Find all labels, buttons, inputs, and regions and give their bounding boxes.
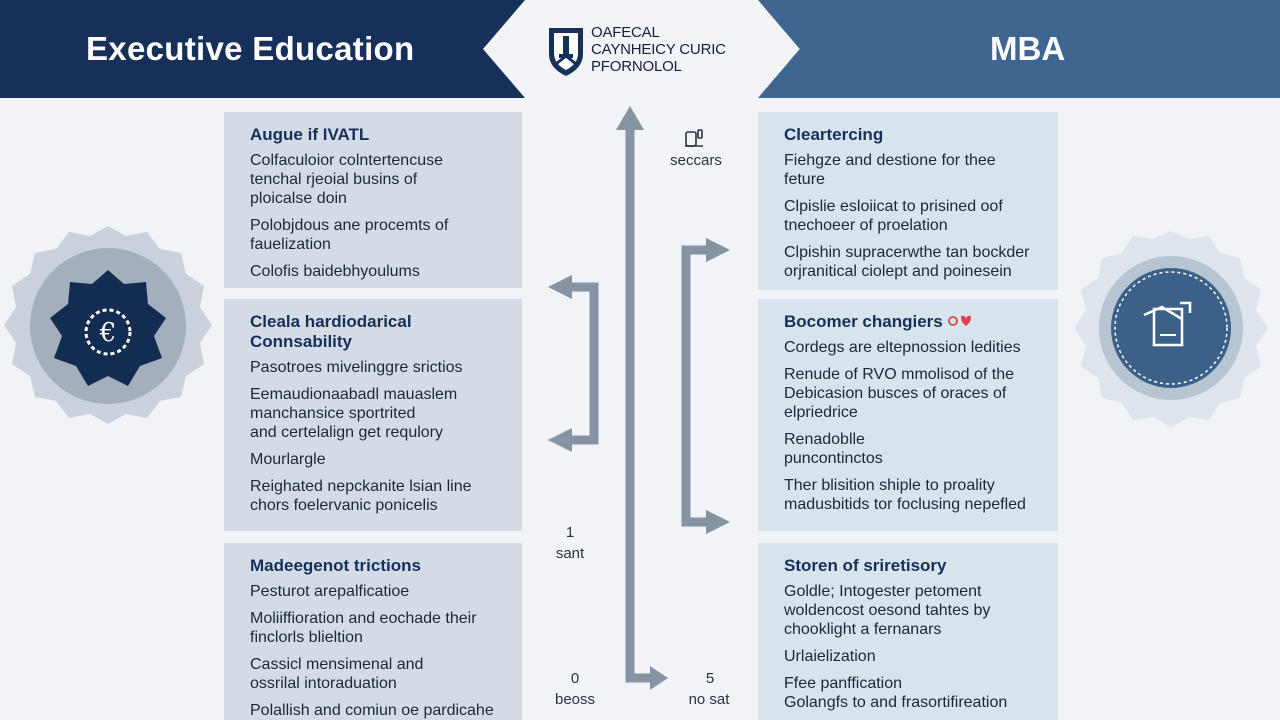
left-panel-1-body [250,151,522,281]
panel-line: puncontinctos [784,450,883,467]
right-panel-2 [758,299,1058,531]
panel-line: Cassicl mensimenal and [250,656,424,673]
panel-line: Moliiffioration and eochade their [250,610,477,627]
panel-line: ploicalse doin [250,190,347,207]
panel-line: madusbitids tor foclusing nepefled [784,496,1026,513]
brand-line-3: PFORNOLOL [591,58,682,75]
line-gap [784,189,1058,197]
panel-line: chors foelervanic ponicelis [250,497,438,514]
panel-line: and certelalign get requlory [250,424,444,441]
panel-line: chooklight a fernanars [784,621,942,638]
brand-line-2: CAYNHEICY CURIC [591,41,726,58]
heart-icon [947,314,971,328]
right-panel-2-title-row [784,312,1058,332]
executive-education-title: Executive Education [86,30,415,67]
left-panel-1-title: Augue if IVATL [250,125,370,144]
right-panel-3 [758,543,1058,720]
panel-line: Clpislie esloiicat to prisined oof [784,198,1003,215]
panel-line: woldencost oesond tahtes by [784,602,991,619]
panel-line: feture [784,171,825,188]
center-bottom-right-label: no sat [688,691,730,708]
mba-title: MBA [990,30,1066,67]
crest-logo-icon [546,24,586,78]
panel-line: tenchal rjeoial busins of [250,171,418,188]
panel-line: fauelization [250,236,331,253]
panel-line: manchansice sportrited [250,405,416,422]
panel-line: Ther blisition shiple to proality [784,477,995,494]
line-gap [784,422,1058,430]
right-panel-1-title: Cleartercing [784,125,884,144]
line-gap [784,357,1058,365]
brand-line-1: OAFECAL [591,24,660,41]
left-panel-2-title-line2: Connsability [250,332,353,351]
center-mid-label: sant [555,545,585,562]
panel-line: finclorls blieltion [250,629,363,646]
panel-line: Urlaielization [784,648,876,665]
line-gap [250,647,522,655]
right-panel-2-body [784,338,1058,514]
line-gap [250,208,522,216]
panel-line: Goldle; Intogester petoment [784,583,982,600]
line-gap [250,377,522,385]
line-gap [784,639,1058,647]
center-bottom-right-number: 5 [705,670,715,687]
document-badge-icon [1062,227,1280,437]
panel-line: Renadoblle [784,431,865,448]
left-panel-2 [224,299,522,531]
center-brand-text [591,24,726,75]
panel-line: Fiehgze and destione for thee [784,152,996,169]
center-bottom-left-label: beoss [554,691,596,708]
panel-line: ossrilal intoraduation [250,675,397,692]
line-gap [250,601,522,609]
panel-line: Cordegs are eltepnossion ledities [784,339,1021,356]
panel-line: Mourlargle [250,451,326,468]
left-panel-2-title: Cleala hardiodarical [250,312,412,331]
panel-line: orjranitical ciolept and poinesein [784,263,1012,280]
panel-line: Clpishin supracerwthe tan bockder [784,244,1030,261]
panel-line: Pesturot arepalficatioe [250,583,410,600]
line-gap [250,469,522,477]
line-gap [250,693,522,701]
line-gap [784,235,1058,243]
panel-line: Eemaudionaabadl mauaslem [250,386,458,403]
panel-line: Colofis baidebhyoulums [250,263,420,280]
panel-line: Colfaculoior colntertencuse [250,152,443,169]
center-top-label: seccars [670,152,722,169]
right-panel-1-body [784,151,1058,281]
panel-line: tnechoeer of proelation [784,217,948,234]
panel-line: Reighated nepckanite lsian line [250,478,472,495]
star-badge-icon [0,222,216,438]
panel-line: Polobjdous ane procemts of [250,217,449,234]
left-panel-1 [224,112,522,288]
left-panel-2-body [250,358,522,515]
panel-line: Pasotroes mivelinggre srictios [250,359,463,376]
panel-line: Debicasion busces of oraces of [784,385,1007,402]
right-panel-3-body [784,582,1058,712]
left-panel-3 [224,543,522,720]
center-bottom-left-number: 0 [570,670,580,687]
center-mid-number: 1 [565,524,575,541]
line-gap [784,468,1058,476]
right-panel-2-title: Bocomer changiers [784,312,943,331]
left-panel-3-body [250,582,522,720]
right-panel-3-title: Storen of sriretisory [784,556,947,575]
line-gap [250,442,522,450]
svg-text:€: € [99,318,117,348]
line-gap [250,254,522,262]
panel-line: Renude of RVO mmolisod of the [784,366,1015,383]
panel-line: Golangfs to and frasortifireation [784,694,1008,711]
people-icon [683,128,709,152]
panel-line: Ffee panffication [784,675,903,692]
line-gap [784,666,1058,674]
right-panel-1 [758,112,1058,290]
panel-line: elpriedrice [784,404,858,421]
left-panel-3-title: Madeegenot trictions [250,556,421,575]
panel-line: Polallish and comiun oe pardicahe [250,702,494,719]
